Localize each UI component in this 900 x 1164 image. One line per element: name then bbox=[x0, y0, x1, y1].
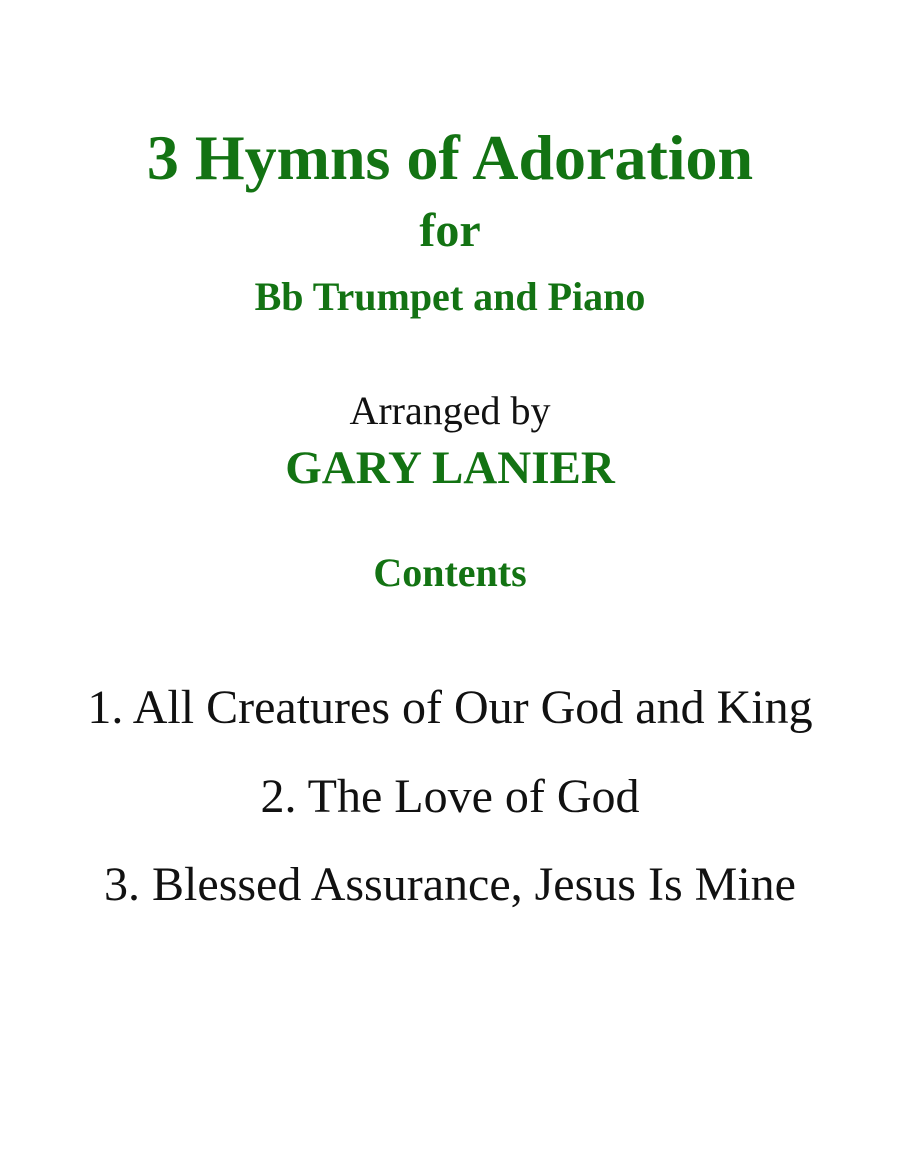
contents-item: 3. Blessed Assurance, Jesus Is Mine bbox=[104, 858, 796, 911]
contents-item: 1. All Creatures of Our God and King bbox=[87, 681, 813, 734]
instrumentation-subtitle: Bb Trumpet and Piano bbox=[254, 274, 646, 319]
contents-heading: Contents bbox=[373, 550, 527, 595]
arranged-by-label: Arranged by bbox=[349, 388, 551, 433]
contents-item: 2. The Love of God bbox=[260, 770, 640, 823]
page-title: 3 Hymns of Adoration bbox=[146, 122, 754, 193]
arranger-name: GARY LANIER bbox=[285, 442, 615, 494]
for-label: for bbox=[419, 204, 481, 257]
